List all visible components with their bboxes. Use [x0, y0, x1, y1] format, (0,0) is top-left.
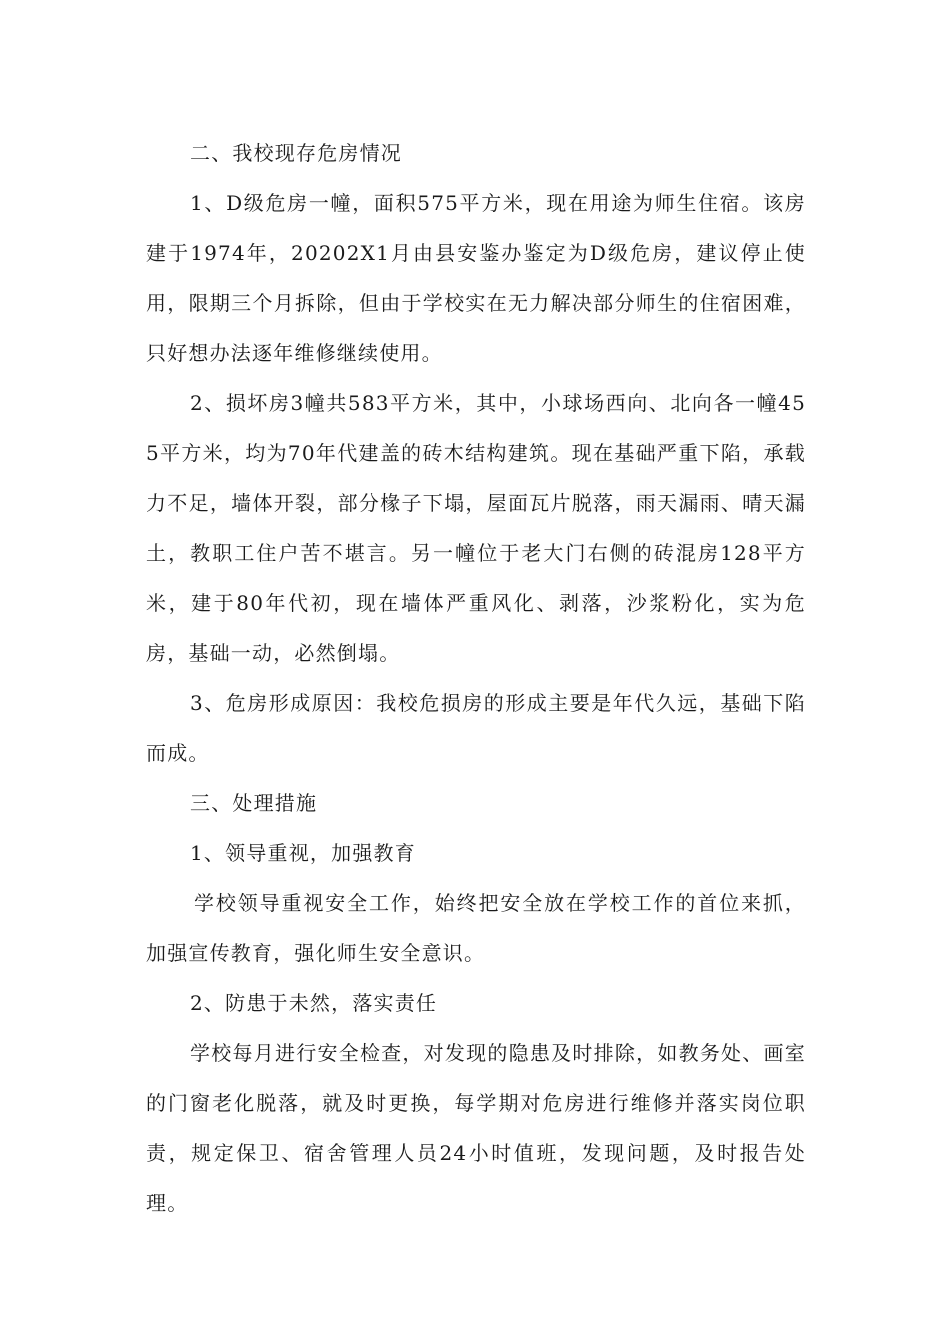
- section-heading-measures: 三、处理措施: [190, 791, 318, 815]
- paragraph-causes: 3、危房形成原因：我校危损房的形成主要是年代久远，基础下陷而成。: [146, 691, 806, 765]
- paragraph-damaged-buildings: 2、损坏房3幢共583平方米，其中，小球场西向、北向各一幢455平方米，均为70年代建盖的砖木结构建筑。现在基础严重下陷，承载力不足，墙体开裂，部分椽子下塌，屋面瓦片脱落，雨天漏雨、晴天漏土，教职工住户苦不堪言。另一幢位于老大门右侧的砖混房128平方米，建于80年代初，现在墙体严重风化、剥落，沙浆粉化，实为危房，基础一动，必然倒塌。: [146, 391, 806, 665]
- subheading-leadership: 1、领导重视，加强教育: [190, 841, 416, 865]
- section-heading-existing-dangerous-buildings: 二、我校现存危房情况: [190, 141, 402, 165]
- paragraph-d-level-building: 1、D级危房一幢，面积575平方米，现在用途为师生住宿。该房建于1974年，20202X1月由县安鉴办鉴定为D级危房，建议停止使用，限期三个月拆除，但由于学校实在无力解决部分师生的住宿困难，只好想办法逐年维修继续使用。: [146, 191, 806, 365]
- paragraph-leadership: 学校领导重视安全工作，始终把安全放在学校工作的首位来抓，加强宣传教育，强化师生安全意识。: [146, 891, 806, 965]
- document-page: [146, 128, 806, 1228]
- paragraph-prevention: 学校每月进行安全检查，对发现的隐患及时排除，如教务处、画室的门窗老化脱落，就及时更换，每学期对危房进行维修并落实岗位职责，规定保卫、宿舍管理人员24小时值班，发现问题，及时报告处理。: [146, 1041, 806, 1215]
- subheading-prevention: 2、防患于未然，落实责任: [190, 991, 438, 1015]
